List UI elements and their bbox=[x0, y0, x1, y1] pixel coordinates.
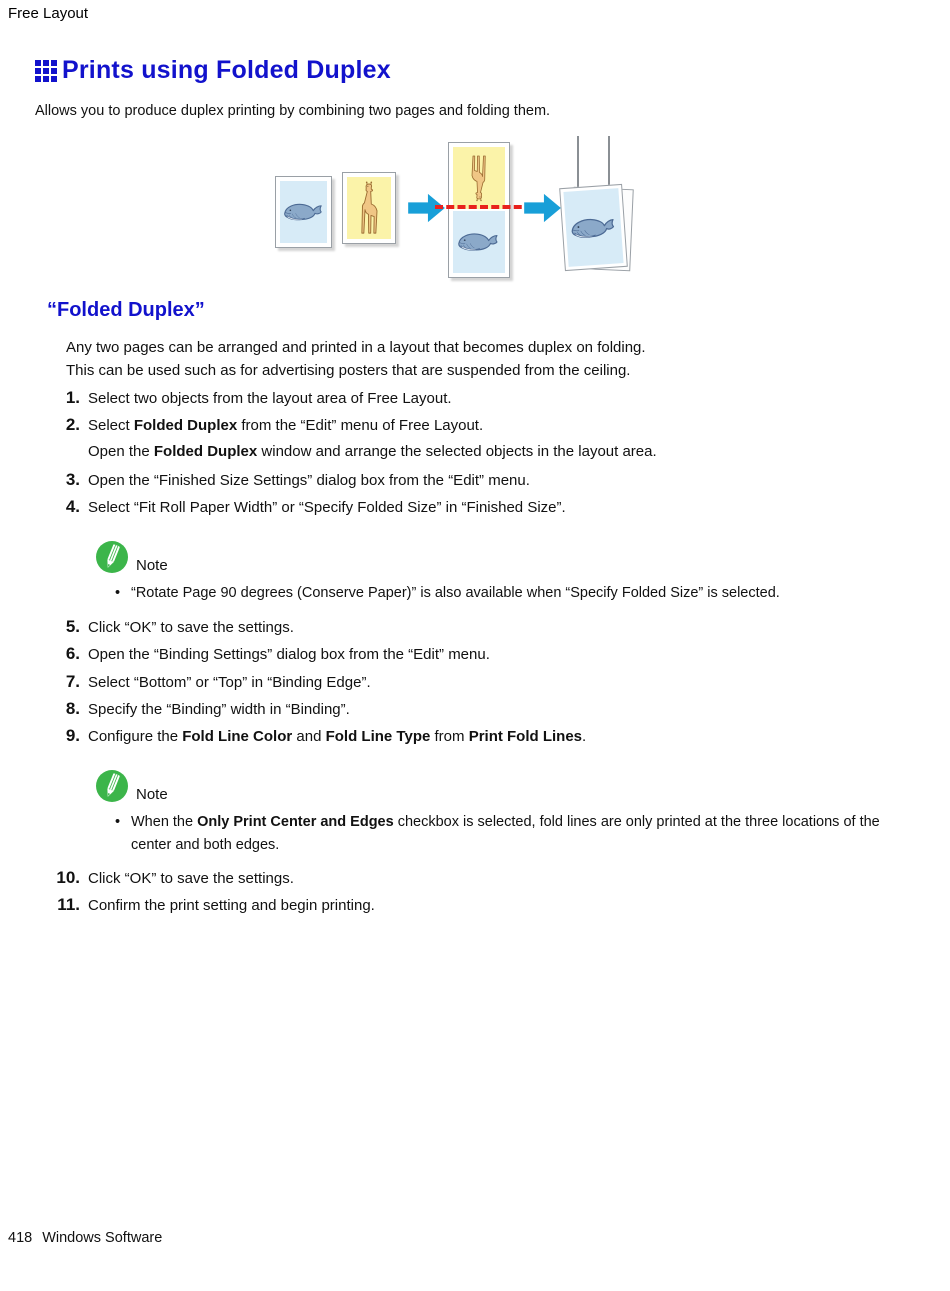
step-10 bbox=[46, 868, 375, 895]
step-text: Confirm the print setting and begin printing. bbox=[88, 897, 375, 915]
note-label: Note bbox=[136, 557, 168, 574]
step-text: Select two objects from the layout area of Free Layout. bbox=[88, 390, 452, 407]
whale-page bbox=[275, 176, 332, 248]
step-11 bbox=[46, 895, 375, 922]
step-3 bbox=[46, 470, 657, 497]
whale-image bbox=[456, 227, 502, 257]
step-text: Open the “Binding Settings” dialog box from the “Edit” menu. bbox=[88, 646, 490, 664]
note-block-2 bbox=[95, 763, 925, 857]
hanging-string-left bbox=[577, 136, 579, 188]
note-header bbox=[95, 763, 925, 803]
step-7 bbox=[46, 672, 586, 699]
step-4 bbox=[46, 497, 657, 524]
breadcrumb: Free Layout bbox=[8, 5, 89, 22]
page-footer bbox=[8, 1230, 162, 1246]
note-text: When the Only Print Center and Edges checkbox is selected, fold lines are only printed at the three locations of the center and both edges. bbox=[131, 814, 880, 853]
hanging-poster bbox=[560, 136, 650, 281]
whale-image bbox=[282, 198, 326, 226]
combined-page bbox=[448, 142, 510, 278]
folded-duplex-illustration bbox=[258, 134, 698, 284]
note-label: Note bbox=[136, 786, 168, 803]
bullet-marker: • bbox=[115, 585, 121, 601]
step-9 bbox=[46, 726, 586, 753]
step-text: Select “Bottom” or “Top” in “Binding Edge”. bbox=[88, 673, 371, 691]
step-text: Specify the “Binding” width in “Binding”. bbox=[88, 700, 350, 718]
fold-line bbox=[435, 205, 533, 209]
description-line2: This can be used such as for advertising posters that are suspended from the ceiling. bbox=[66, 361, 631, 379]
step-2-subtext bbox=[46, 443, 657, 470]
step-1 bbox=[46, 388, 657, 415]
step-6 bbox=[46, 644, 586, 671]
step-number: 9. bbox=[65, 726, 80, 746]
giraffe-image-flipped bbox=[467, 152, 491, 204]
note-text: “Rotate Page 90 degrees (Conserve Paper)” is also available when “Specify Folded Size” is selected. bbox=[131, 585, 780, 601]
note-block-1 bbox=[95, 534, 925, 605]
giraffe-image bbox=[355, 180, 383, 236]
whale-image bbox=[567, 210, 619, 245]
hanging-string-right bbox=[608, 136, 610, 188]
step-8 bbox=[46, 699, 586, 726]
step-number: 1. bbox=[65, 388, 80, 407]
steps-1-4 bbox=[46, 388, 657, 524]
footer-text: Windows Software bbox=[42, 1230, 163, 1246]
page-title-row bbox=[35, 56, 391, 85]
step-number: 3. bbox=[65, 469, 80, 489]
step-text: Open the Folded Duplex window and arrange the selected objects in the layout area. bbox=[88, 442, 657, 460]
bullet-marker: • bbox=[115, 814, 121, 830]
giraffe-page bbox=[342, 172, 396, 244]
description-line1: Any two pages can be arranged and printed in a layout that becomes duplex on folding. bbox=[66, 339, 646, 356]
note-bullet-item bbox=[115, 811, 925, 857]
step-number: 8. bbox=[65, 698, 80, 718]
step-text: Select “Fit Roll Paper Width” or “Specify Folded Size” in “Finished Size”. bbox=[88, 499, 566, 517]
steps-5-9 bbox=[46, 617, 586, 753]
step-number: 7. bbox=[65, 671, 80, 691]
step-text: Configure the Fold Line Color and Fold Line Type from Print Fold Lines. bbox=[88, 728, 587, 746]
step-text: Click “OK” to save the settings. bbox=[88, 619, 294, 636]
page-title: Prints using Folded Duplex bbox=[62, 56, 391, 84]
combined-top-giraffe bbox=[453, 147, 505, 209]
note-header bbox=[95, 534, 925, 574]
note-pencil-icon bbox=[95, 769, 129, 803]
step-2 bbox=[46, 415, 657, 442]
step-number: 2. bbox=[65, 415, 80, 435]
step-text: Click “OK” to save the settings. bbox=[88, 870, 294, 887]
step-number: 6. bbox=[65, 644, 80, 664]
step-number: 4. bbox=[65, 497, 80, 517]
poster-front-page bbox=[559, 184, 628, 271]
combined-bottom-whale bbox=[453, 211, 505, 273]
step-5 bbox=[46, 617, 586, 644]
note-bullet-item bbox=[115, 582, 925, 605]
note-pencil-icon bbox=[95, 540, 129, 574]
step-number: 11. bbox=[57, 895, 80, 915]
steps-10-11 bbox=[46, 868, 375, 923]
step-text: Select Folded Duplex from the “Edit” menu of Free Layout. bbox=[88, 417, 484, 435]
section-heading: “Folded Duplex” bbox=[47, 299, 205, 321]
page-number: 418 bbox=[8, 1230, 33, 1246]
right-arrow-icon bbox=[524, 192, 562, 224]
section-description bbox=[66, 337, 646, 382]
grid-icon bbox=[35, 60, 57, 82]
intro-text: Allows you to produce duplex printing by combining two pages and folding them. bbox=[35, 103, 551, 119]
step-text: Open the “Finished Size Settings” dialog box from the “Edit” menu. bbox=[88, 471, 530, 489]
step-number: 5. bbox=[65, 617, 80, 636]
step-number: 10. bbox=[56, 868, 80, 887]
